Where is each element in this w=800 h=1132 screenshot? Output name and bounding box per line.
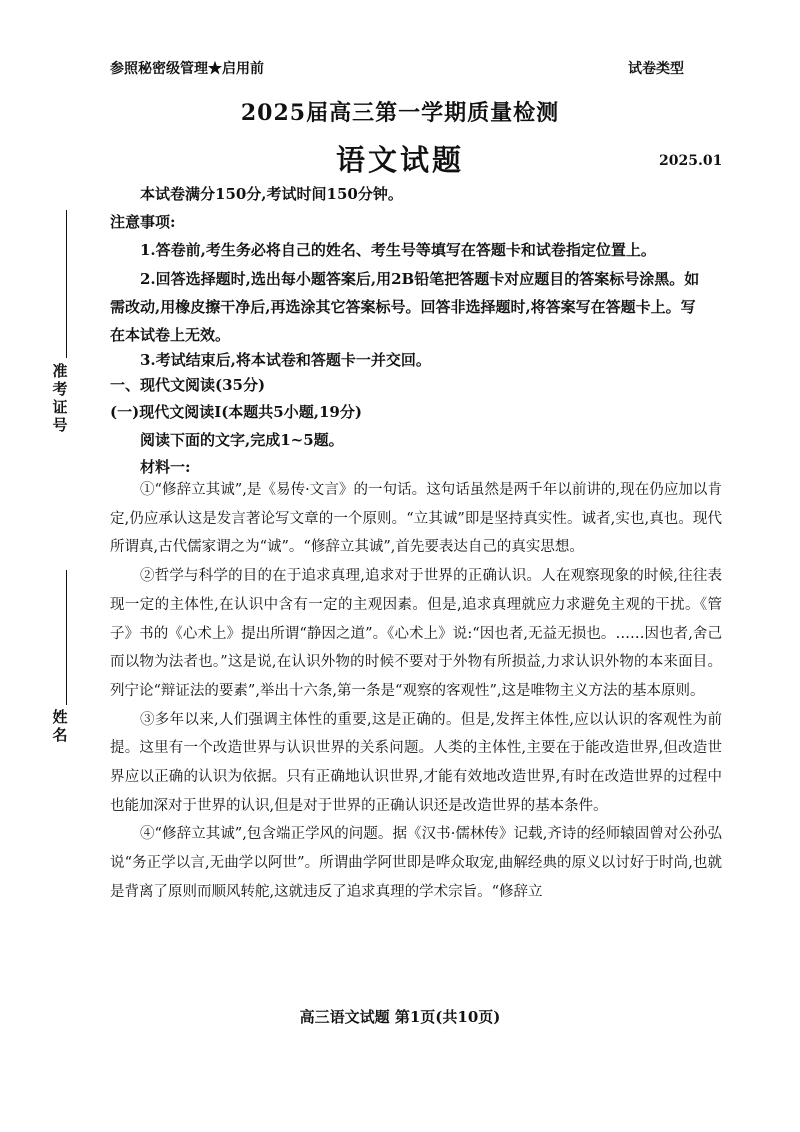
- notes-heading: 注意事项:: [110, 213, 176, 231]
- passage-paragraph-4: ④“修辞立其诚”,包含端正学风的问题。据《汉书·儒林传》记载,齐诗的经师辕固曾对公孙弘说“务正学以言,无曲学以阿世”。所谓曲学阿世即是哗众取宠,曲解经典的原义以讨好于时尚,也就是背离了原则而顺风转舵,这就违反了追求真理的学术宗旨。“修辞立: [110, 826, 722, 900]
- passage-paragraph-2: ②哲学与科学的目的在于追求真理,追求对于世界的正确认识。人在观察现象的时候,往往表现一定的主体性,在认识中含有一定的主观因素。但是,追求真理就应力求避免主观的干扰。《管子》书的《心术上》提出所谓“静因之道”。《心术上》说:“因也者,无益无损也。……因也者,舍己而以物为法者也。”这是说,在认识外物的时候不要对于外物有所损益,力求认识外物的本来面目。列宁论“辩证法的要素”,举出十六条,第一条是“观察的客观性”,这是唯物主义方法的基本原则。: [110, 568, 722, 699]
- binding-line-top: [66, 210, 67, 358]
- note-item-2: 2.回答选择题时,选出每小题答案后,用2B铅笔把答题卡对应题目的答案标号涂黑。如需改动,用橡皮擦干净后,再选涂其它答案标号。回答非选择题时,将答案写在答题卡上。写在本试卷上无效。: [110, 270, 700, 344]
- note-item-3: 3.考试结束后,将本试卷和答题卡一并交回。: [140, 351, 431, 369]
- exam-number-label: 准考证号: [52, 362, 68, 434]
- note-item-1: 1.答卷前,考生务必将自己的姓名、考生号等填写在答题卡和试卷指定位置上。: [140, 241, 656, 259]
- binding-line-middle: [66, 570, 67, 705]
- reading-passage: [110, 476, 722, 907]
- section-heading: 一、现代文阅读(35分): [110, 376, 266, 394]
- confidentiality-notice: 参照秘密级管理★启用前: [110, 61, 264, 77]
- exam-title: 2025届高三第一学期质量检测: [240, 100, 560, 126]
- intro-line: 本试卷满分150分,考试时间150分钟。: [140, 185, 403, 203]
- passage-paragraph-3: ③多年以来,人们强调主体性的重要,这是正确的。但是,发挥主体性,应以认识的客观性为前提。这里有一个改造世界与认识世界的关系问题。人类的主体性,主要在于能改造世界,但改造世界应以正确的认识为依据。只有正确地认识世界,才能有效地改造世界,有时在改造世界的过程中也能加深对于世界的认识,但是对于世界的正确认识还是改造世界的基本条件。: [110, 711, 722, 814]
- material-label: 材料一:: [140, 458, 191, 476]
- paper-type: 试卷类型: [628, 61, 684, 77]
- passage-paragraph-1: ①“修辞立其诚”,是《易传·文言》的一句话。这句话虽然是两千年以前讲的,现在仍应加以肯定,仍应承认这是发言著论写文章的一个原则。“立其诚”即是坚持真实性。诚者,实也,真也。现代所谓真,古代儒家谓之为“诚”。“修辞立其诚”,首先要表达自己的真实思想。: [110, 482, 722, 556]
- subject-title: 语文试题: [335, 143, 464, 177]
- exam-date: 2025.01: [659, 153, 723, 169]
- page-footer: 高三语文试题 第1页(共10页): [299, 1008, 501, 1026]
- reading-instruction: 阅读下面的文字,完成1~5题。: [140, 431, 344, 449]
- subsection-heading: (一)现代文阅读Ⅰ(本题共5小题,19分): [110, 403, 362, 421]
- name-label: 姓名: [52, 708, 68, 744]
